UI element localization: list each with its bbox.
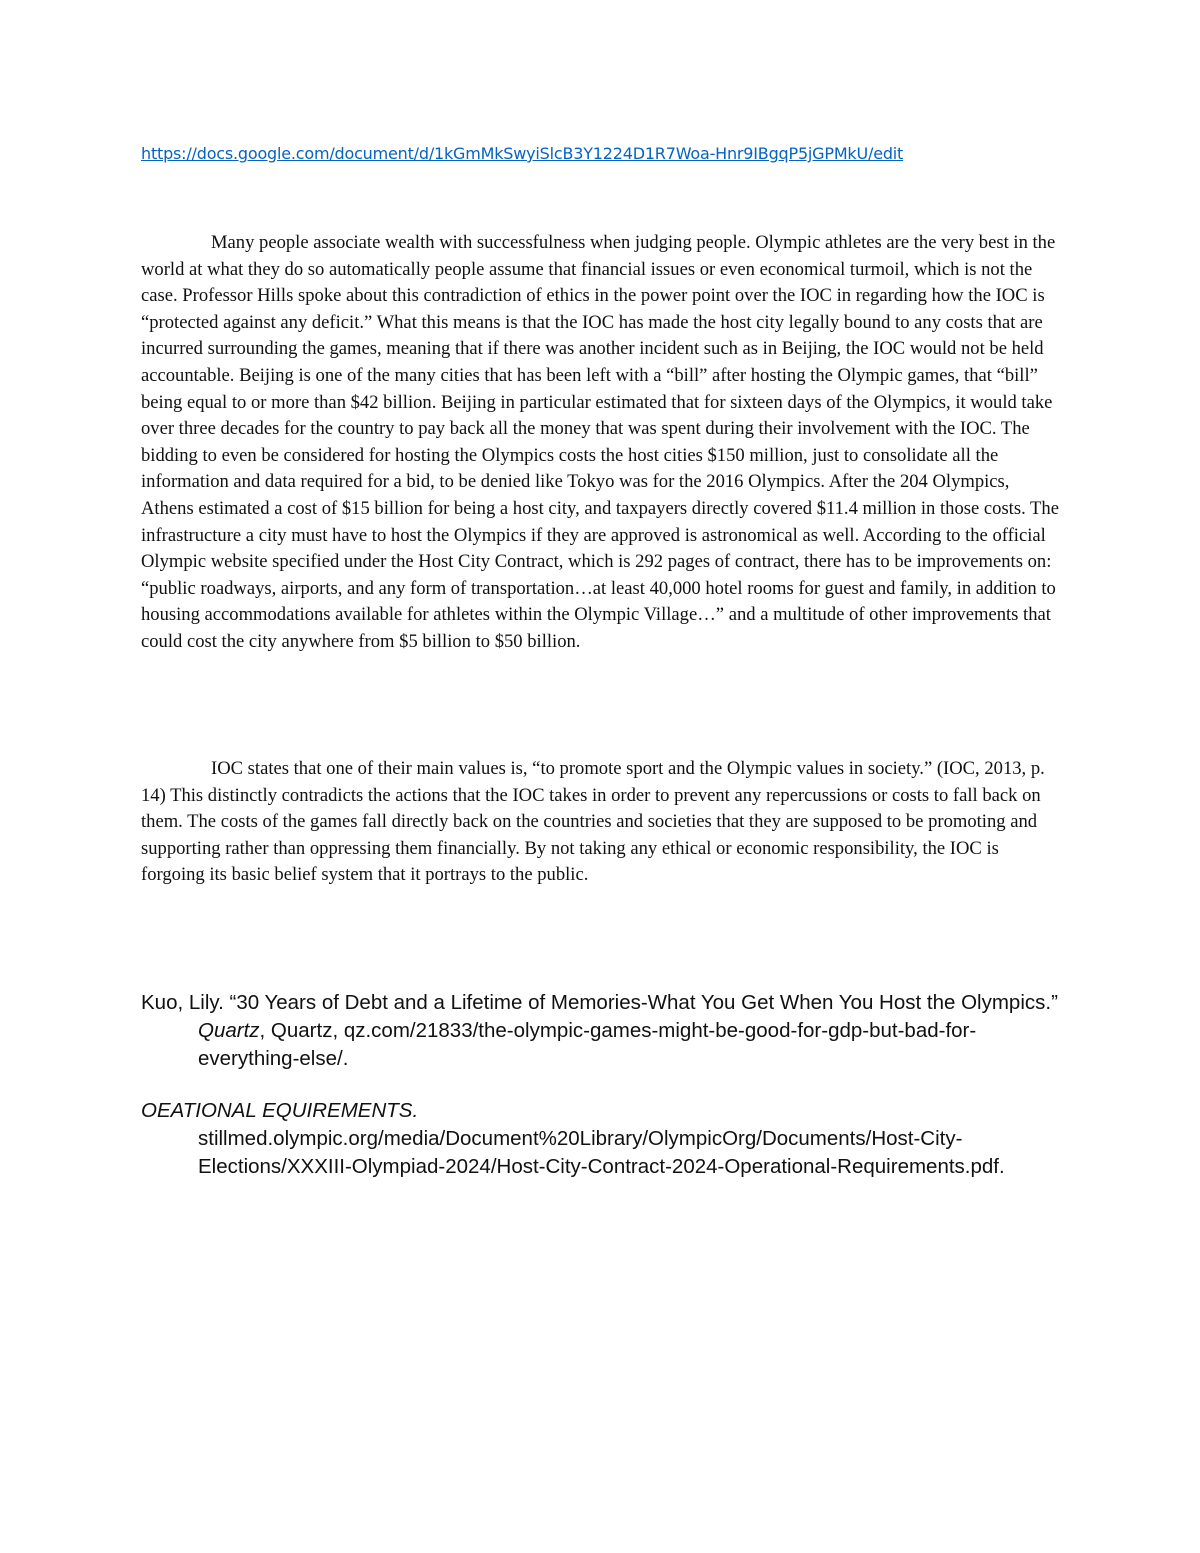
body-paragraph-1: Many people associate wealth with successfulness when judging people. Olympic athletes are the very best in the world at what they do so automatically people assume that financial issues or even economical turmoil, which is not the case. Professor Hills spoke about this contradiction of ethics in the power point over the IOC in regarding how the IOC is “protected against any deficit.” What this means is that the IOC has made the host city legally bound to any costs that are incurred surrounding the games, meaning that if there was another incident such as in Beijing, the IOC would not be held accountable. Beijing is one of the many cities that has been left with a “bill” after hosting the Olympic games, that “bill” being equal to or more than $42 billion. Beijing in particular estimated that for sixteen days of the Olympics, it would take over three decades for the country to pay back all the money that was spent during their involvement with the IOC. The bidding to even be considered for hosting the Olympics costs the host cities $150 million, just to consolidate all the information and data required for a bid, to be denied like Tokyo was for the 2016 Olympics. After the 204 Olympics, Athens estimated a cost of $15 billion for being a host city, and taxpayers directly covered $11.4 million in those costs. The infrastructure a city must have to host the Olympics if they are approved is astronomical as well. According to the official Olympic website specified under the Host City Contract, which is 292 pages of contract, there has to be improvements on: “public roadways, airports, and any form of transportation…at least 40,000 hotel rooms for guest and family, in addition to housing accommodations available for athletes within the Olympic Village…” and a multitude of other improvements that could cost the city anywhere from $5 billion to $50 billion. xyxy=(141,232,1059,652)
citation-requirements xyxy=(141,1097,1061,1181)
citation-kuo xyxy=(141,989,1061,1073)
citation-requirements-source: stillmed.olympic.org/media/Document%20Library/OlympicOrg/Documents/Host-City-Elections/XXXIII-Olympiad-2024/Host-City-Contract-2024-Operational-Requirements.pdf. xyxy=(198,1127,1005,1178)
citation-kuo-source: , Quartz, qz.com/21833/the-olympic-games-might-be-good-for-gdp-but-bad-for-everything-else/. xyxy=(198,1019,977,1070)
citation-requirements-title: OEATIONAL EQUIREMENTS. xyxy=(141,1099,419,1122)
body-paragraph-2: IOC states that one of their main values is, “to promote sport and the Olympic values in society.” (IOC, 2013, p. 14) This distinctly contradicts the actions that the IOC takes in order to prevent any repercussions or costs to fall back on them. The costs of the games fall directly back on the countries and societies that they are supposed to be promoting and supporting rather than oppressing them financially. By not taking any ethical or economic responsibility, the IOC is forgoing its basic belief system that it portrays to the public. xyxy=(141,758,1045,886)
citation-kuo-text: Kuo, Lily. “30 Years of Debt and a Lifetime of Memories-What You Get When You Host the Olympics.” xyxy=(141,991,1058,1014)
google-docs-link[interactable]: https://docs.google.com/document/d/1kGmMkSwyiSlcB3Y1224D1R7Woa-Hnr9IBgqP5jGPMkU/edit xyxy=(141,144,904,163)
citation-kuo-publication: Quartz xyxy=(198,1019,260,1042)
